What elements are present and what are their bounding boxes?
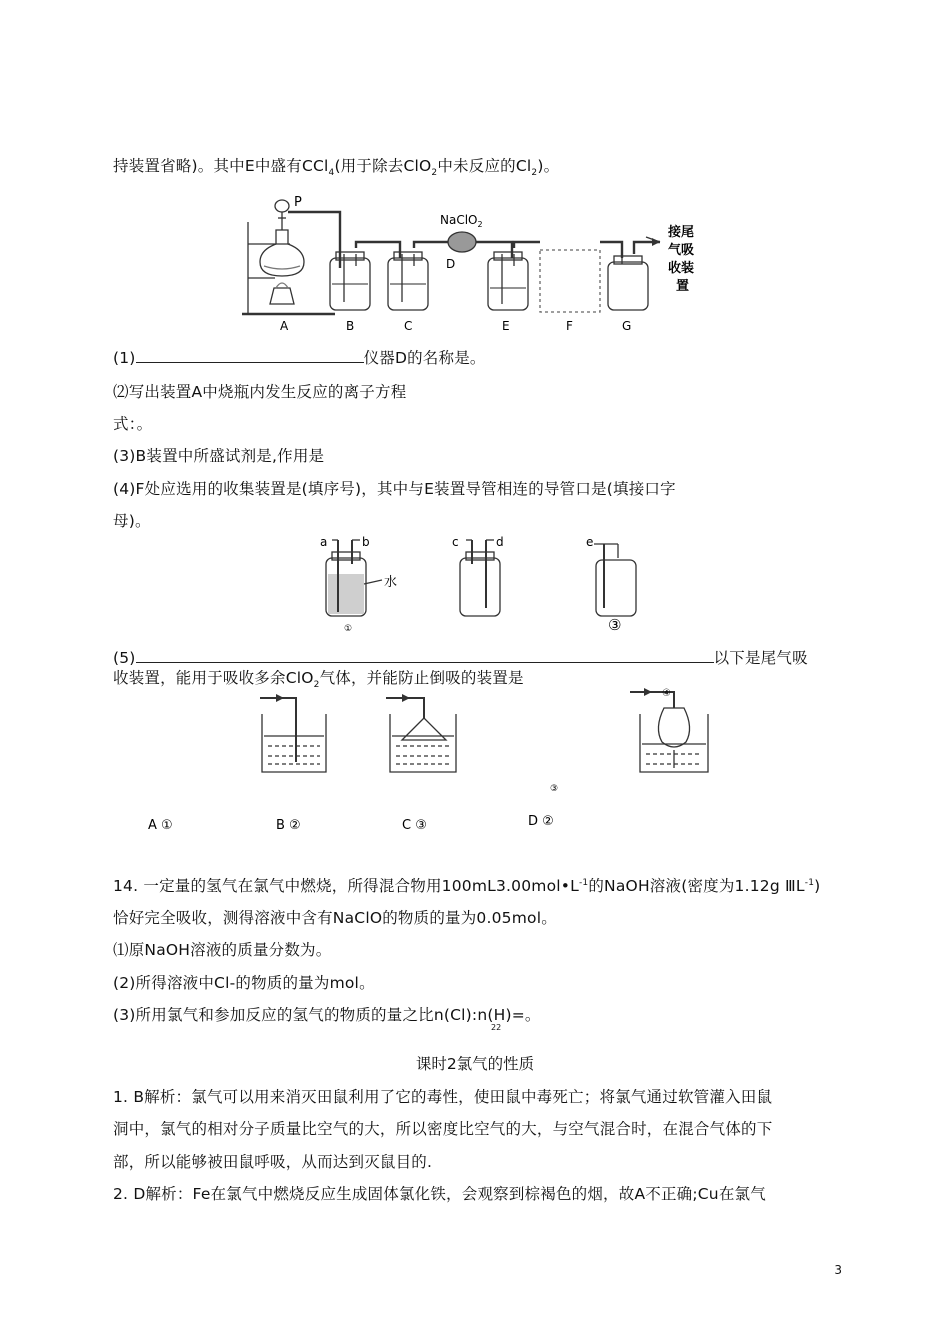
answer-2-line1: 2. D解析：Fe在氯气中燃烧反应生成固体氯化铁，会观察到棕褐色的烟，故A不正确;Cu在氯气 bbox=[113, 1185, 766, 1203]
intro-line bbox=[113, 154, 559, 178]
port-a: a bbox=[320, 535, 328, 549]
page-number: 3 bbox=[834, 1263, 842, 1277]
q5-line2-a: 收装置，能用于吸收多余ClO bbox=[113, 669, 314, 687]
collectors-diagram bbox=[310, 534, 640, 634]
question-14-line1 bbox=[113, 874, 820, 896]
answer-1-line2: 洞中，氯气的相对分子质量比空气的大，所以密度比空气的大，与空气混合时，在混合气体的下 bbox=[113, 1120, 773, 1138]
q5-line2-sub: 2 bbox=[313, 680, 320, 691]
question-1 bbox=[113, 346, 486, 368]
port-b: b bbox=[362, 535, 370, 549]
question-14-part1: ⑴原NaOH溶液的质量分数为。 bbox=[113, 941, 332, 959]
q5-number: (5) bbox=[113, 649, 136, 667]
tail-label-1: 接尾 bbox=[668, 225, 695, 240]
intro-text-d: )。 bbox=[537, 157, 560, 175]
port-d: d bbox=[496, 535, 504, 549]
choice-B: B ② bbox=[276, 818, 301, 833]
question-4-line2: 母)。 bbox=[113, 512, 151, 530]
label-D: D bbox=[446, 257, 456, 271]
apparatus-diagram bbox=[240, 192, 720, 342]
label-A: A bbox=[280, 319, 289, 333]
question-14-part3 bbox=[113, 1003, 541, 1025]
reagent-sub: 2 bbox=[477, 220, 483, 229]
absorber-diagram bbox=[148, 684, 710, 834]
absorber-num-top: ④ bbox=[662, 688, 671, 699]
label-G: G bbox=[622, 319, 632, 333]
label-E: E bbox=[502, 319, 510, 333]
q14-part3-sub: 22 bbox=[491, 1023, 502, 1032]
intro-sub-b: 2 bbox=[431, 168, 438, 179]
intro-sub-c: 2 bbox=[531, 168, 538, 179]
q5-line2-b: 气体，并能防止倒吸的装置是 bbox=[319, 669, 524, 687]
q5-blank bbox=[136, 648, 714, 663]
q14-line1-a: 14. 一定量的氢气在氯气中燃烧，所得混合物用100mL3.00mol•L bbox=[113, 877, 579, 895]
intro-text-a: 持装置省略)。其中E中盛有CCl bbox=[113, 157, 329, 175]
tail-label-4: 置 bbox=[676, 279, 690, 294]
collector-num-1: ① bbox=[344, 624, 353, 634]
q1-number: (1) bbox=[113, 349, 136, 367]
q14-line1-b: 的NaOH溶液(密度为1.12g ⅢL bbox=[588, 877, 805, 895]
choice-D: D ② bbox=[528, 814, 554, 829]
answer-1-line3: 部，所以能够被田鼠呼吸，从而达到灭鼠目的. bbox=[113, 1153, 433, 1171]
tail-label-3: 收装 bbox=[668, 261, 695, 276]
label-B: B bbox=[346, 319, 355, 333]
absorber-num-3: ③ bbox=[550, 784, 559, 794]
collector-num-3: ③ bbox=[608, 616, 622, 634]
question-5-line1 bbox=[113, 646, 808, 668]
q14-line1-c: ) bbox=[814, 877, 821, 895]
label-NaClO2 bbox=[440, 213, 483, 229]
intro-text-b: (用于除去ClO bbox=[334, 157, 432, 175]
tail-label-2: 气吸 bbox=[668, 243, 695, 258]
choice-C: C ③ bbox=[402, 818, 427, 833]
answer-1-line1: 1. B解析：氯气可以用来消灭田鼠利用了它的毒性，使田鼠中毒死亡；将氯气通过软管灌入田鼠 bbox=[113, 1088, 773, 1106]
label-F: F bbox=[566, 319, 573, 333]
question-14-line2: 恰好完全吸收，测得溶液中含有NaClO的物质的量为0.05mol。 bbox=[113, 909, 557, 927]
port-e: e bbox=[586, 535, 594, 549]
label-P: P bbox=[294, 195, 302, 210]
q14-sup-1: -1 bbox=[578, 877, 589, 888]
section-title: 课时2氯气的性质 bbox=[415, 1055, 535, 1073]
question-14-part2: (2)所得溶液中Cl-的物质的量为mol。 bbox=[113, 974, 375, 992]
intro-text-c: 中未反应的Cl bbox=[437, 157, 532, 175]
choice-A: A ① bbox=[148, 818, 173, 833]
water-label: 水 bbox=[384, 575, 398, 590]
question-2-line2: 式：。 bbox=[113, 415, 153, 433]
reagent-text: NaClO bbox=[440, 213, 478, 227]
q14-sup-2: -1 bbox=[804, 877, 815, 888]
question-2-line1: ⑵写出装置A中烧瓶内发生反应的离子方程 bbox=[113, 383, 407, 401]
q1-text: 仪器D的名称是。 bbox=[363, 349, 486, 367]
q1-blank bbox=[136, 348, 364, 363]
q5-after: 以下是尾气吸 bbox=[713, 649, 808, 667]
intro-sub-a: 4 bbox=[328, 168, 335, 179]
label-C: C bbox=[404, 319, 413, 333]
q14-part3-text: (3)所用氯气和参加反应的氢气的物质的量之比n(Cl):n(H)=。 bbox=[113, 1006, 541, 1024]
question-4-line1: (4)F处应选用的收集装置是(填序号)，其中与E装置导管相连的导管口是(填接口字 bbox=[113, 480, 676, 498]
port-c: c bbox=[452, 535, 459, 549]
question-3: (3)B装置中所盛试剂是,作用是 bbox=[113, 447, 325, 465]
